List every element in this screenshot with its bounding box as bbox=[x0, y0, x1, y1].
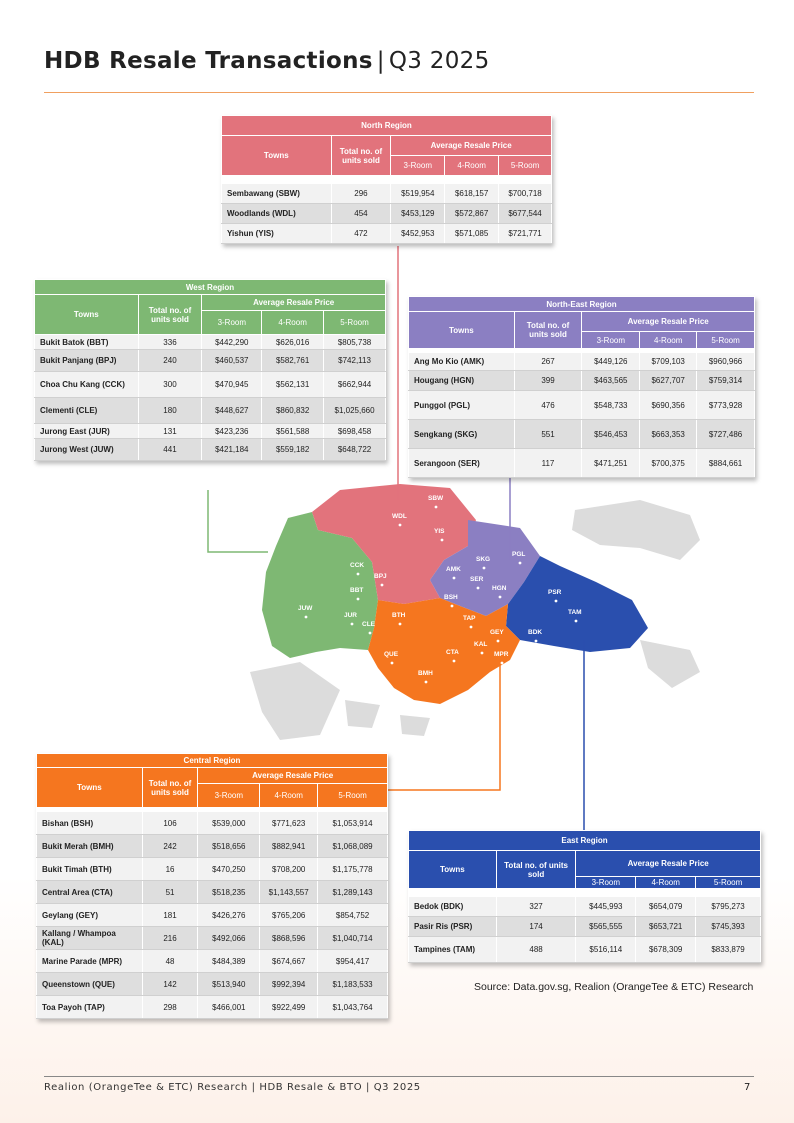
price-4room-cell: $700,375 bbox=[640, 449, 697, 478]
town-cell: Hougang (HGN) bbox=[409, 371, 515, 391]
col-3room: 3-Room bbox=[391, 156, 445, 176]
map-town-label: BPJ bbox=[374, 573, 387, 580]
town-cell: Tampines (TAM) bbox=[409, 937, 497, 963]
price-4room-cell: $678,309 bbox=[636, 937, 696, 963]
map-town-label: TAP bbox=[463, 615, 476, 622]
east-region-table bbox=[408, 830, 761, 963]
map-town-dot bbox=[483, 567, 486, 570]
units-cell: 336 bbox=[138, 335, 202, 350]
price-4room-cell: $765,206 bbox=[260, 904, 318, 927]
map-town-dot bbox=[399, 623, 402, 626]
price-3room-cell: $466,001 bbox=[198, 996, 260, 1019]
region-title: West Region bbox=[35, 280, 386, 295]
map-town-dot bbox=[441, 539, 444, 542]
map-town-dot bbox=[381, 584, 384, 587]
town-cell: Yishun (YIS) bbox=[222, 224, 332, 244]
price-5room-cell: $884,661 bbox=[697, 449, 755, 478]
col-avg: Average Resale Price bbox=[198, 768, 388, 784]
units-cell: 296 bbox=[331, 184, 391, 204]
map-town-label: JUR bbox=[344, 612, 358, 619]
price-5room-cell: $854,752 bbox=[318, 904, 388, 927]
price-5room-cell: $1,068,089 bbox=[318, 835, 388, 858]
table-row bbox=[409, 917, 761, 937]
map-town-dot bbox=[499, 596, 502, 599]
price-4room-cell: $1,143,557 bbox=[260, 881, 318, 904]
map-town-dot bbox=[357, 598, 360, 601]
map-land-grey-w bbox=[250, 662, 340, 740]
price-3room-cell: $492,066 bbox=[198, 927, 260, 950]
price-5room-cell: $1,183,533 bbox=[318, 973, 388, 996]
page-number: 7 bbox=[744, 1082, 751, 1093]
units-cell: 551 bbox=[514, 420, 582, 449]
title-main: HDB Resale Transactions bbox=[44, 48, 373, 74]
town-cell: Jurong East (JUR) bbox=[35, 424, 139, 439]
table-row bbox=[222, 224, 552, 244]
table-row bbox=[35, 424, 386, 439]
map-town-dot bbox=[357, 573, 360, 576]
price-3room-cell: $519,954 bbox=[391, 184, 445, 204]
map-town-dot bbox=[575, 620, 578, 623]
price-4room-cell: $868,596 bbox=[260, 927, 318, 950]
price-3room-cell: $449,126 bbox=[582, 353, 640, 371]
col-3room: 3-Room bbox=[202, 311, 262, 335]
price-3room-cell: $516,114 bbox=[576, 937, 636, 963]
price-3room-cell: $539,000 bbox=[198, 812, 260, 835]
table-row bbox=[35, 350, 386, 372]
price-4room-cell: $708,200 bbox=[260, 858, 318, 881]
price-5room-cell: $759,314 bbox=[697, 371, 755, 391]
table-row bbox=[37, 927, 388, 950]
price-3room-cell: $421,184 bbox=[202, 439, 262, 461]
price-5room-cell: $1,025,660 bbox=[324, 398, 386, 424]
town-cell: Bukit Panjang (BPJ) bbox=[35, 350, 139, 372]
map-town-label: CLE bbox=[362, 621, 375, 628]
map-town-label: SER bbox=[470, 576, 484, 583]
map-town-label: GEY bbox=[490, 629, 504, 636]
col-5room: 5-Room bbox=[324, 311, 386, 335]
map-town-label: PSR bbox=[548, 589, 562, 596]
units-cell: 142 bbox=[142, 973, 198, 996]
town-cell: Bukit Batok (BBT) bbox=[35, 335, 139, 350]
price-4room-cell: $922,499 bbox=[260, 996, 318, 1019]
map-land-grey-s bbox=[345, 700, 380, 728]
price-4room-cell: $663,353 bbox=[640, 420, 697, 449]
table-row bbox=[409, 353, 755, 371]
map-town-dot bbox=[451, 605, 454, 608]
table-row bbox=[37, 835, 388, 858]
town-cell: Toa Payoh (TAP) bbox=[37, 996, 143, 1019]
map-town-label: JUW bbox=[298, 605, 313, 612]
map-town-label: AMK bbox=[446, 566, 461, 573]
map-town-label: CTA bbox=[446, 649, 459, 656]
price-5room-cell: $648,722 bbox=[324, 439, 386, 461]
table-row bbox=[35, 372, 386, 398]
map-town-label: SBW bbox=[428, 495, 444, 502]
central-region-table bbox=[36, 753, 388, 1019]
price-4room-cell: $572,867 bbox=[445, 204, 499, 224]
price-4room-cell: $654,079 bbox=[636, 897, 696, 917]
price-5room-cell: $727,486 bbox=[697, 420, 755, 449]
table-row bbox=[409, 897, 761, 917]
map-town-dot bbox=[391, 662, 394, 665]
price-5room-cell: $1,040,714 bbox=[318, 927, 388, 950]
units-cell: 488 bbox=[496, 937, 576, 963]
map-town-label: BTH bbox=[392, 612, 406, 619]
map-land-grey-ne bbox=[572, 500, 700, 560]
price-4room-cell: $561,588 bbox=[262, 424, 324, 439]
price-3room-cell: $513,940 bbox=[198, 973, 260, 996]
map-town-dot bbox=[351, 623, 354, 626]
map-town-label: BBT bbox=[350, 587, 364, 594]
price-5room-cell: $833,879 bbox=[696, 937, 761, 963]
footer-text: Realion (OrangeTee & ETC) Research | HDB Resale & BTO | Q3 2025 bbox=[44, 1082, 421, 1093]
map-town-dot bbox=[477, 587, 480, 590]
map-town-label: PGL bbox=[512, 551, 526, 558]
town-cell: Bedok (BDK) bbox=[409, 897, 497, 917]
price-3room-cell: $484,389 bbox=[198, 950, 260, 973]
col-4room: 4-Room bbox=[445, 156, 499, 176]
table-row bbox=[37, 904, 388, 927]
town-cell: Woodlands (WDL) bbox=[222, 204, 332, 224]
title-separator: | bbox=[376, 48, 385, 74]
col-avg: Average Resale Price bbox=[391, 136, 552, 156]
price-3room-cell: $470,945 bbox=[202, 372, 262, 398]
col-3room: 3-Room bbox=[576, 877, 636, 889]
map-town-dot bbox=[305, 616, 308, 619]
source-note: Source: Data.gov.sg, Realion (OrangeTee & ETC) Research bbox=[474, 981, 754, 993]
map-town-label: CCK bbox=[350, 562, 365, 569]
table-row bbox=[409, 937, 761, 963]
region-title: Central Region bbox=[37, 754, 388, 768]
map-town-label: BDK bbox=[528, 629, 543, 636]
price-5room-cell: $1,043,764 bbox=[318, 996, 388, 1019]
price-4room-cell: $690,356 bbox=[640, 391, 697, 420]
price-3room-cell: $463,565 bbox=[582, 371, 640, 391]
town-cell: Marine Parade (MPR) bbox=[37, 950, 143, 973]
table-row bbox=[409, 391, 755, 420]
town-cell: Bukit Timah (BTH) bbox=[37, 858, 143, 881]
col-towns: Towns bbox=[222, 136, 332, 176]
table-row bbox=[37, 973, 388, 996]
units-cell: 16 bbox=[142, 858, 198, 881]
spacer-row bbox=[222, 176, 552, 184]
col-5room: 5-Room bbox=[697, 332, 755, 349]
map-town-dot bbox=[425, 681, 428, 684]
price-3room-cell: $426,276 bbox=[198, 904, 260, 927]
units-cell: 48 bbox=[142, 950, 198, 973]
map-town-label: QUE bbox=[384, 651, 399, 658]
west-region-table bbox=[34, 279, 386, 461]
town-cell: Choa Chu Kang (CCK) bbox=[35, 372, 139, 398]
units-cell: 267 bbox=[514, 353, 582, 371]
col-4room: 4-Room bbox=[262, 311, 324, 335]
price-4room-cell: $992,394 bbox=[260, 973, 318, 996]
table-row bbox=[409, 449, 755, 478]
units-cell: 300 bbox=[138, 372, 202, 398]
price-4room-cell: $882,941 bbox=[260, 835, 318, 858]
map-town-label: YIS bbox=[434, 528, 445, 535]
table-row bbox=[37, 950, 388, 973]
price-5room-cell: $1,175,778 bbox=[318, 858, 388, 881]
price-5room-cell: $698,458 bbox=[324, 424, 386, 439]
units-cell: 399 bbox=[514, 371, 582, 391]
table-row bbox=[37, 996, 388, 1019]
town-cell: Kallang / Whampoa (KAL) bbox=[37, 927, 143, 950]
units-cell: 441 bbox=[138, 439, 202, 461]
map-town-dot bbox=[555, 600, 558, 603]
price-5room-cell: $773,928 bbox=[697, 391, 755, 420]
price-5room-cell: $745,393 bbox=[696, 917, 761, 937]
price-5room-cell: $795,273 bbox=[696, 897, 761, 917]
units-cell: 174 bbox=[496, 917, 576, 937]
price-3room-cell: $423,236 bbox=[202, 424, 262, 439]
table-row bbox=[35, 398, 386, 424]
units-cell: 216 bbox=[142, 927, 198, 950]
price-3room-cell: $565,555 bbox=[576, 917, 636, 937]
col-avg: Average Resale Price bbox=[576, 851, 761, 877]
col-4room: 4-Room bbox=[636, 877, 696, 889]
price-3room-cell: $452,953 bbox=[391, 224, 445, 244]
col-total: Total no. of units sold bbox=[331, 136, 391, 176]
col-towns: Towns bbox=[37, 768, 143, 808]
price-4room-cell: $562,131 bbox=[262, 372, 324, 398]
table-row bbox=[37, 881, 388, 904]
town-cell: Bishan (BSH) bbox=[37, 812, 143, 835]
map-town-label: HGN bbox=[492, 585, 507, 592]
price-3room-cell: $518,235 bbox=[198, 881, 260, 904]
town-cell: Clementi (CLE) bbox=[35, 398, 139, 424]
title-quarter: Q3 2025 bbox=[388, 48, 490, 74]
region-title: North-East Region bbox=[409, 297, 755, 312]
col-avg: Average Resale Price bbox=[202, 295, 386, 311]
table-row bbox=[35, 335, 386, 350]
town-cell: Sembawang (SBW) bbox=[222, 184, 332, 204]
table-row bbox=[35, 439, 386, 461]
units-cell: 240 bbox=[138, 350, 202, 372]
map-town-dot bbox=[497, 640, 500, 643]
units-cell: 131 bbox=[138, 424, 202, 439]
price-4room-cell: $582,761 bbox=[262, 350, 324, 372]
col-3room: 3-Room bbox=[582, 332, 640, 349]
region-title: East Region bbox=[409, 831, 761, 851]
col-5room: 5-Room bbox=[696, 877, 761, 889]
town-cell: Central Area (CTA) bbox=[37, 881, 143, 904]
region-title: North Region bbox=[222, 116, 552, 136]
map-town-dot bbox=[453, 660, 456, 663]
town-cell: Jurong West (JUW) bbox=[35, 439, 139, 461]
west-connector-line bbox=[208, 490, 268, 552]
map-town-dot bbox=[535, 640, 538, 643]
units-cell: 242 bbox=[142, 835, 198, 858]
map-town-dot bbox=[470, 626, 473, 629]
table-row bbox=[37, 858, 388, 881]
price-3room-cell: $546,453 bbox=[582, 420, 640, 449]
town-cell: Geylang (GEY) bbox=[37, 904, 143, 927]
map-town-dot bbox=[453, 577, 456, 580]
col-3room: 3-Room bbox=[198, 784, 260, 808]
price-4room-cell: $571,085 bbox=[445, 224, 499, 244]
town-cell: Sengkang (SKG) bbox=[409, 420, 515, 449]
col-towns: Towns bbox=[409, 312, 515, 349]
price-4room-cell: $559,182 bbox=[262, 439, 324, 461]
price-4room-cell: $860,832 bbox=[262, 398, 324, 424]
footer-divider bbox=[44, 1076, 754, 1077]
map-town-label: MPR bbox=[494, 651, 509, 658]
map-town-dot bbox=[481, 652, 484, 655]
col-total: Total no. of units sold bbox=[514, 312, 582, 349]
col-5room: 5-Room bbox=[318, 784, 388, 808]
map-town-label: BSH bbox=[444, 594, 458, 601]
town-cell: Punggol (PGL) bbox=[409, 391, 515, 420]
town-cell: Bukit Merah (BMH) bbox=[37, 835, 143, 858]
town-cell: Serangoon (SER) bbox=[409, 449, 515, 478]
price-4room-cell: $653,721 bbox=[636, 917, 696, 937]
price-5room-cell: $677,544 bbox=[499, 204, 552, 224]
price-3room-cell: $518,656 bbox=[198, 835, 260, 858]
units-cell: 106 bbox=[142, 812, 198, 835]
map-town-dot bbox=[435, 506, 438, 509]
col-4room: 4-Room bbox=[640, 332, 697, 349]
col-total: Total no. of units sold bbox=[496, 851, 576, 889]
units-cell: 117 bbox=[514, 449, 582, 478]
table-row bbox=[222, 184, 552, 204]
price-3room-cell: $471,251 bbox=[582, 449, 640, 478]
price-3room-cell: $548,733 bbox=[582, 391, 640, 420]
map-town-label: TAM bbox=[568, 609, 582, 616]
units-cell: 180 bbox=[138, 398, 202, 424]
map-town-dot bbox=[369, 632, 372, 635]
units-cell: 298 bbox=[142, 996, 198, 1019]
price-5room-cell: $1,053,914 bbox=[318, 812, 388, 835]
price-3room-cell: $460,537 bbox=[202, 350, 262, 372]
units-cell: 472 bbox=[331, 224, 391, 244]
price-5room-cell: $805,738 bbox=[324, 335, 386, 350]
table-row bbox=[409, 371, 755, 391]
map-land-grey-e bbox=[640, 640, 700, 688]
price-3room-cell: $445,993 bbox=[576, 897, 636, 917]
col-total: Total no. of units sold bbox=[142, 768, 198, 808]
price-4room-cell: $626,016 bbox=[262, 335, 324, 350]
table-row bbox=[37, 812, 388, 835]
map-town-dot bbox=[501, 662, 504, 665]
map-town-dot bbox=[519, 562, 522, 565]
map-land-grey-s2 bbox=[400, 715, 430, 736]
price-3room-cell: $453,129 bbox=[391, 204, 445, 224]
price-4room-cell: $674,667 bbox=[260, 950, 318, 973]
north-region-table bbox=[221, 115, 552, 244]
units-cell: 454 bbox=[331, 204, 391, 224]
price-3room-cell: $442,290 bbox=[202, 335, 262, 350]
table-row bbox=[409, 420, 755, 449]
price-5room-cell: $662,944 bbox=[324, 372, 386, 398]
units-cell: 51 bbox=[142, 881, 198, 904]
price-5room-cell: $742,113 bbox=[324, 350, 386, 372]
price-5room-cell: $1,289,143 bbox=[318, 881, 388, 904]
table-row bbox=[222, 204, 552, 224]
town-cell: Pasir Ris (PSR) bbox=[409, 917, 497, 937]
town-cell: Ang Mo Kio (AMK) bbox=[409, 353, 515, 371]
col-towns: Towns bbox=[409, 851, 497, 889]
map-town-label: BMH bbox=[418, 670, 433, 677]
price-5room-cell: $700,718 bbox=[499, 184, 552, 204]
map-town-label: SKG bbox=[476, 556, 491, 563]
col-avg: Average Resale Price bbox=[582, 312, 755, 332]
price-5room-cell: $954,417 bbox=[318, 950, 388, 973]
map-town-label: WDL bbox=[392, 513, 407, 520]
col-5room: 5-Room bbox=[499, 156, 552, 176]
col-total: Total no. of units sold bbox=[138, 295, 202, 335]
price-5room-cell: $960,966 bbox=[697, 353, 755, 371]
col-towns: Towns bbox=[35, 295, 139, 335]
northeast-region-table bbox=[408, 296, 755, 478]
town-cell: Queenstown (QUE) bbox=[37, 973, 143, 996]
col-4room: 4-Room bbox=[260, 784, 318, 808]
price-5room-cell: $721,771 bbox=[499, 224, 552, 244]
price-4room-cell: $618,157 bbox=[445, 184, 499, 204]
price-4room-cell: $771,623 bbox=[260, 812, 318, 835]
price-3room-cell: $470,250 bbox=[198, 858, 260, 881]
price-3room-cell: $448,627 bbox=[202, 398, 262, 424]
units-cell: 327 bbox=[496, 897, 576, 917]
units-cell: 181 bbox=[142, 904, 198, 927]
units-cell: 476 bbox=[514, 391, 582, 420]
spacer-row bbox=[409, 889, 761, 897]
price-4room-cell: $627,707 bbox=[640, 371, 697, 391]
price-4room-cell: $709,103 bbox=[640, 353, 697, 371]
map-town-label: KAL bbox=[474, 641, 488, 648]
map-town-dot bbox=[399, 524, 402, 527]
